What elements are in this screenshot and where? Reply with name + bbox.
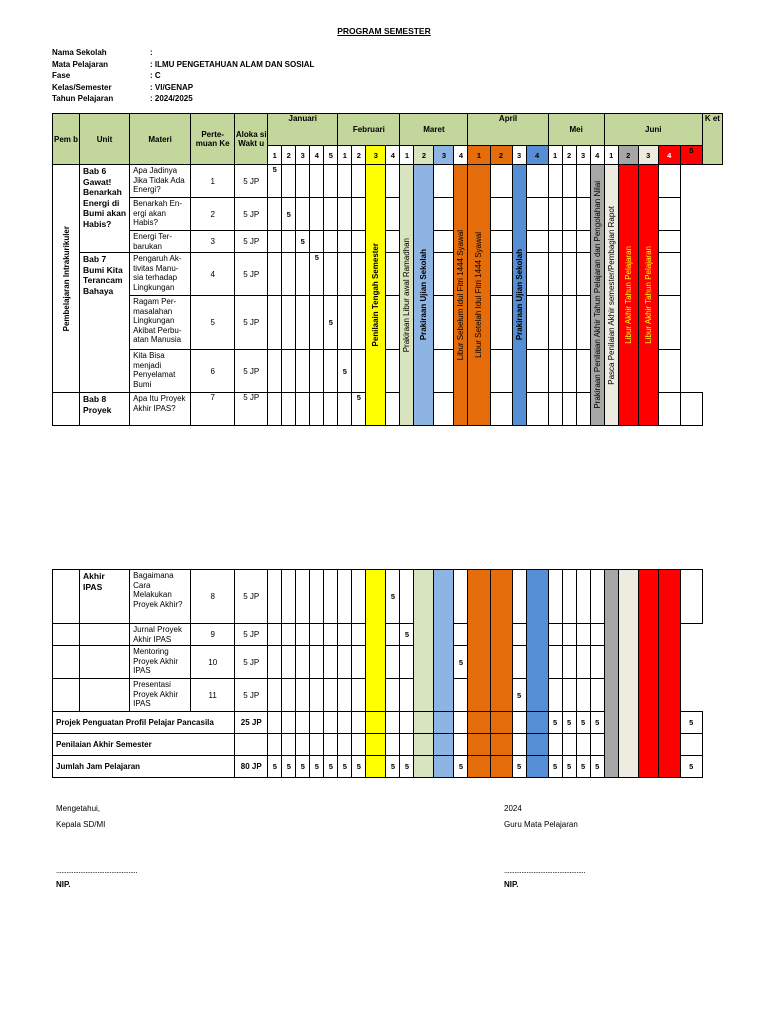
idul-after-label: Libur Setelah Idul Fitri 1444 Syawal bbox=[474, 232, 484, 358]
week-number: 2 bbox=[282, 146, 296, 165]
header-month-januari: Januari bbox=[268, 114, 338, 146]
pertemuan-cell: 11 bbox=[191, 679, 235, 712]
jp-cell: 5 bbox=[282, 756, 296, 778]
libur1-label: Libur Akhir Tahun Pelajaran bbox=[623, 246, 633, 344]
ujian-column bbox=[414, 165, 434, 426]
nip-right: NIP. bbox=[504, 880, 519, 889]
jp-cell: 5 bbox=[548, 756, 562, 778]
materi-cell: Bagaimana Cara Melakukan Proyek Akhir? bbox=[130, 570, 191, 624]
pertemuan-cell: 7 bbox=[191, 393, 235, 426]
materi-cell: Ragam Per- masalahan Lingkungan Akibat Perbu- atan Manusia bbox=[130, 296, 191, 350]
signature-right-dots: ............................................... bbox=[504, 866, 585, 875]
header-unit: Unit bbox=[80, 114, 130, 165]
jp-cell: 5 bbox=[512, 679, 526, 712]
jp-cell: 5 bbox=[548, 712, 562, 734]
jp-cell: 5 bbox=[386, 756, 400, 778]
info-value: : VI/GENAP bbox=[150, 82, 194, 92]
materi-cell: Presentasi Proyek Akhir IPAS bbox=[130, 679, 191, 712]
header-materi: Materi bbox=[130, 114, 191, 165]
pertemuan-cell: 2 bbox=[191, 198, 235, 231]
signature-left bbox=[56, 801, 105, 833]
week-number: 2 bbox=[352, 146, 366, 165]
materi-cell: Energi Ter- barukan bbox=[130, 231, 191, 253]
jp-cell: 5 bbox=[296, 756, 310, 778]
materi-cell: Apa Jadinya Jika Tidak Ada Energi? bbox=[130, 165, 191, 198]
libur2-label: Libur Akhir Tahun Pelajaran bbox=[643, 246, 653, 344]
pertemuan-cell: 9 bbox=[191, 624, 235, 646]
school-info bbox=[52, 47, 314, 105]
jp-cell: 5 bbox=[282, 198, 296, 231]
header-month-mei: Mei bbox=[548, 114, 604, 146]
rapot-column bbox=[604, 165, 618, 426]
jp-cell: 5 bbox=[576, 712, 590, 734]
jp-cell: 5 bbox=[338, 756, 352, 778]
header-month-maret: Maret bbox=[400, 114, 468, 146]
alokasi-cell: 5 JP bbox=[235, 350, 268, 393]
alokasi-cell: 5 JP bbox=[235, 624, 268, 646]
week-number: 1 bbox=[338, 146, 352, 165]
week-number: 2 bbox=[562, 146, 576, 165]
pertemuan-cell: 1 bbox=[191, 165, 235, 198]
alokasi-cell: 5 JP bbox=[235, 253, 268, 296]
jp-cell: 5 bbox=[352, 756, 366, 778]
week-number: 3 bbox=[576, 146, 590, 165]
alokasi-cell: 5 JP bbox=[235, 393, 268, 426]
signature-right-line1: 2024 bbox=[504, 804, 522, 813]
materi-cell: Mentoring Proyek Akhir IPAS bbox=[130, 646, 191, 679]
page-title: PROGRAM SEMESTER bbox=[337, 26, 431, 36]
libur2-column bbox=[638, 165, 658, 426]
alokasi-cell: 5 JP bbox=[235, 165, 268, 198]
alokasi-cell: 5 JP bbox=[235, 570, 268, 624]
info-value: : 2024/2025 bbox=[150, 94, 193, 103]
signature-right-line2: Guru Mata Pelajaran bbox=[504, 820, 578, 829]
info-label: Tahun Pelajaran bbox=[52, 94, 114, 103]
alokasi-cell: 5 JP bbox=[235, 198, 268, 231]
signature-left-dots: ............................................... bbox=[56, 866, 137, 875]
header-month-februari: Februari bbox=[338, 114, 400, 146]
header-month-juni: Juni bbox=[604, 114, 702, 146]
header-alokasi: Aloka si Wakt u bbox=[235, 114, 268, 165]
jp-cell: 5 bbox=[400, 756, 414, 778]
pertemuan-cell: 6 bbox=[191, 350, 235, 393]
pertemuan-cell: 4 bbox=[191, 253, 235, 296]
info-label: Mata Pelajaran bbox=[52, 59, 109, 69]
header-pertemuan: Perte- muan Ke bbox=[191, 114, 235, 165]
ramadhan-column bbox=[400, 165, 414, 426]
jp-cell: 5 bbox=[268, 165, 282, 198]
jp-cell: 5 bbox=[324, 756, 338, 778]
rapot-label: Pasca Penilaian Akhir semester/Pembagian Rapot bbox=[606, 205, 616, 385]
week-number: 3 bbox=[434, 146, 454, 165]
idul-before-column bbox=[454, 165, 468, 426]
header-ket: K et bbox=[702, 114, 722, 165]
info-value: : ILMU PENGETAHUAN ALAM DAN SOSIAL bbox=[150, 59, 315, 69]
info-label: Nama Sekolah bbox=[52, 48, 107, 57]
unit-bab6: Bab 6 Gawat! Benarkah Energi di Bumi akan Habis? bbox=[80, 165, 130, 253]
week-number: 4 bbox=[454, 146, 468, 165]
week-number: 2 bbox=[414, 146, 434, 165]
pts-column bbox=[366, 165, 386, 426]
week-number: 3 bbox=[512, 146, 526, 165]
nip-left: NIP. bbox=[56, 880, 71, 889]
materi-cell: Jurnal Proyek Akhir IPAS bbox=[130, 624, 191, 646]
alokasi-cell: 5 JP bbox=[235, 231, 268, 253]
idul-after-column bbox=[468, 165, 490, 426]
pertemuan-cell: 10 bbox=[191, 646, 235, 679]
jp-cell: 5 bbox=[562, 712, 576, 734]
jp-cell: 5 bbox=[562, 756, 576, 778]
week-number: 4 bbox=[526, 146, 548, 165]
jp-cell: 5 bbox=[512, 756, 526, 778]
jp-cell: 5 bbox=[590, 712, 604, 734]
libur1-column bbox=[618, 165, 638, 426]
jp-cell: 5 bbox=[386, 570, 400, 624]
unit-bab8: Bab 8 Proyek bbox=[80, 393, 130, 426]
info-label: Kelas/Semester bbox=[52, 82, 112, 92]
unit-bab7: Bab 7 Bumi Kita Terancam Bahaya bbox=[80, 253, 130, 393]
week-number: 4 bbox=[590, 146, 604, 165]
jp-cell: 5 bbox=[454, 756, 468, 778]
week-number: 3 bbox=[296, 146, 310, 165]
week-number: 4 bbox=[386, 146, 400, 165]
alokasi-cell: 5 JP bbox=[235, 296, 268, 350]
p5-label: Projek Penguatan Profil Pelajar Pancasila bbox=[53, 712, 235, 734]
pat-label: Prakiraan Penilaian Akhir Tahun Pelajaran dan Pengolahan Nilai bbox=[592, 181, 602, 409]
jp-cell: 5 bbox=[400, 624, 414, 646]
jp-cell: 5 bbox=[680, 756, 702, 778]
total-label: Jumlah Jam Pelajaran bbox=[53, 756, 235, 778]
pemb-cell bbox=[53, 165, 80, 393]
semester-table-part2 bbox=[52, 569, 723, 778]
info-value: : bbox=[150, 48, 153, 57]
jp-cell: 5 bbox=[680, 712, 702, 734]
materi-cell: Pengaruh Ak- tivitas Manu- sia terhadap Lingkungan bbox=[130, 253, 191, 296]
jp-cell: 5 bbox=[454, 646, 468, 679]
week-number: 5 bbox=[680, 146, 702, 165]
week-number: 4 bbox=[310, 146, 324, 165]
ujian2-label: Prakiraan Ujian Sekolah bbox=[514, 249, 524, 341]
pemb-label: Pembelajaran Intrakurikuler bbox=[61, 225, 71, 332]
alokasi-cell: 5 JP bbox=[235, 679, 268, 712]
materi-cell: Kita Bisa menjadi Penyelamat Bumi bbox=[130, 350, 191, 393]
jp-cell: 5 bbox=[352, 393, 366, 426]
header-month-april: April bbox=[468, 114, 548, 146]
jp-cell: 5 bbox=[576, 756, 590, 778]
week-number: 1 bbox=[400, 146, 414, 165]
signature-right bbox=[504, 801, 578, 833]
info-label: Fase bbox=[52, 71, 71, 80]
header-pemb: Pem b bbox=[53, 114, 80, 165]
jp-cell: 5 bbox=[338, 350, 352, 393]
jp-cell: 5 bbox=[310, 253, 324, 296]
p5-jp: 25 JP bbox=[235, 712, 268, 734]
week-number: 1 bbox=[268, 146, 282, 165]
week-number: 1 bbox=[604, 146, 618, 165]
ramadhan-label: Prakiraan Libur awal Ramadhan bbox=[402, 237, 412, 353]
jp-cell: 5 bbox=[310, 756, 324, 778]
week-number: 1 bbox=[548, 146, 562, 165]
pertemuan-cell: 3 bbox=[191, 231, 235, 253]
total-jp: 80 JP bbox=[235, 756, 268, 778]
idul-before-label: Libur Sebelum Idul Fitri 1444 Syawal bbox=[456, 229, 466, 361]
signature-left-line1: Mengetahui, bbox=[56, 804, 101, 813]
week-number: 2 bbox=[490, 146, 512, 165]
pertemuan-cell: 8 bbox=[191, 570, 235, 624]
pts-label: Penilaain Tengah Semester bbox=[371, 243, 381, 347]
info-value: : C bbox=[150, 71, 161, 80]
week-number: 4 bbox=[658, 146, 680, 165]
semester-table-part1 bbox=[52, 113, 723, 426]
week-number: 3 bbox=[366, 146, 386, 165]
jp-cell: 5 bbox=[296, 231, 310, 253]
ujian-label: Prakiraan Ujian Sekolah bbox=[419, 249, 429, 341]
week-number: 1 bbox=[468, 146, 490, 165]
week-number: 3 bbox=[638, 146, 658, 165]
week-number: 2 bbox=[618, 146, 638, 165]
pat-column bbox=[590, 165, 604, 426]
jp-cell: 5 bbox=[590, 756, 604, 778]
materi-cell: Benarkah En- ergi akan Habis? bbox=[130, 198, 191, 231]
signature-left-line2: Kepala SD/MI bbox=[56, 820, 106, 829]
ujian2-column bbox=[512, 165, 526, 426]
jp-cell: 5 bbox=[324, 296, 338, 350]
pas-label: Penilaian Akhir Semester bbox=[53, 734, 235, 756]
jp-cell: 5 bbox=[268, 756, 282, 778]
materi-cell: Apa Itu Proyek Akhir IPAS? bbox=[130, 393, 191, 426]
alokasi-cell: 5 JP bbox=[235, 646, 268, 679]
week-number: 5 bbox=[324, 146, 338, 165]
unit-bab8-cont: Akhir IPAS bbox=[80, 570, 130, 624]
pertemuan-cell: 5 bbox=[191, 296, 235, 350]
